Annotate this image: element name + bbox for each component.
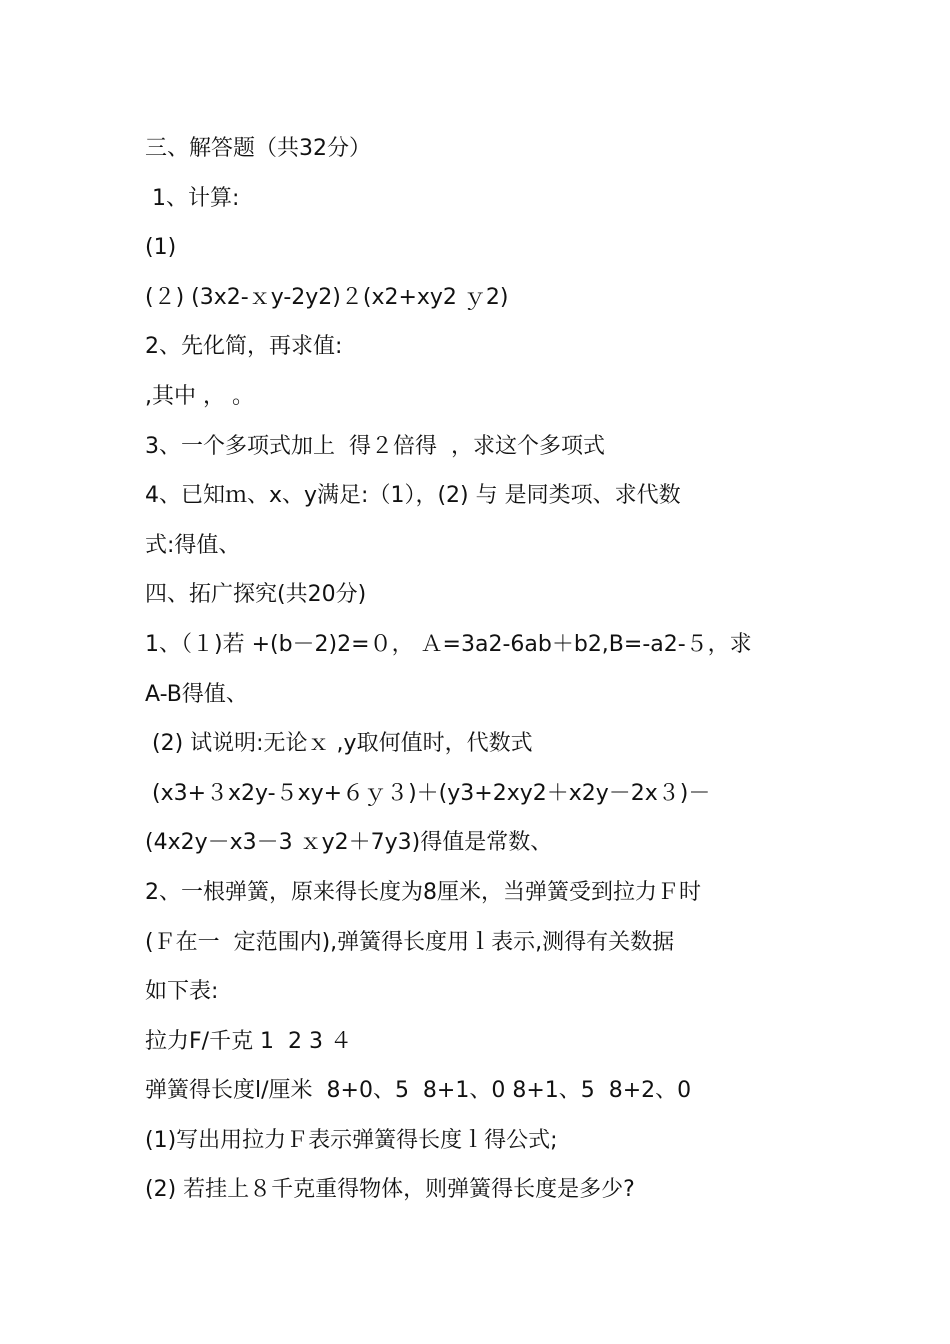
question-2-condition: ,其中 ， 。	[145, 383, 254, 409]
question-1-part-2: (２) (3x2-ｘy-2y2)２(x2+xy2 ｙ2)	[145, 284, 509, 310]
extension-2-spring: 2、一根弹簧，原来得长度为8厘米，当弹簧受到拉力Ｆ时	[145, 879, 701, 905]
table-row-length: 弹簧得长度l/厘米 8+0、5 8+1、0 8+1、5 8+2、0	[145, 1078, 692, 1104]
table-row-force: 拉力F/千克 1 2 3 ４	[145, 1028, 353, 1054]
extension-1-expression-b: (4x2y－x3－3 ｘy2＋7y3)得值是常数、	[145, 830, 553, 856]
question-4-given: 4、已知ｍ、x、y满足:（1），(2) 与 是同类项、求代数	[145, 483, 681, 509]
question-3-polynomial: 3、一个多项式加上 得２倍得 ，求这个多项式	[145, 433, 605, 459]
question-2-simplify: 2、先化简，再求值:	[145, 334, 343, 360]
section-3-heading: 三、解答题（共32分）	[145, 136, 371, 161]
extension-2-spring-continued: (Ｆ在一 定范围内),弹簧得长度用ｌ表示,测得有关数据	[145, 929, 675, 955]
document-body	[145, 124, 825, 1215]
section-4-heading: 四、拓广探究(共20分)	[145, 582, 367, 608]
question-1-calculate: 1、计算:	[145, 185, 240, 211]
extension-2-part-1: (1)写出用拉力Ｆ表示弹簧得长度ｌ得公式;	[145, 1127, 558, 1153]
question-4-continued: 式:得值、	[145, 532, 241, 558]
extension-2-table-intro: 如下表:	[145, 979, 219, 1005]
extension-2-part-2: (2) 若挂上８千克重得物体，则弹簧得长度是多少?	[145, 1177, 635, 1203]
extension-1-part-1: 1、（１)若 +(b－2)2=０， Ａ=3a2-6ab＋b2,B=-a2-５，求	[145, 631, 752, 657]
extension-1-part-2: (2) 试说明:无论ｘ ,y取何值时，代数式	[145, 731, 533, 757]
extension-1-expression-a: (x3+３x2y-５xy+６ｙ３)＋(y3+2xy2＋x2y－2x３)－	[145, 780, 711, 806]
question-1-part-1: (1)	[145, 235, 177, 261]
extension-1-part-1-continued: A-B得值、	[145, 681, 248, 707]
